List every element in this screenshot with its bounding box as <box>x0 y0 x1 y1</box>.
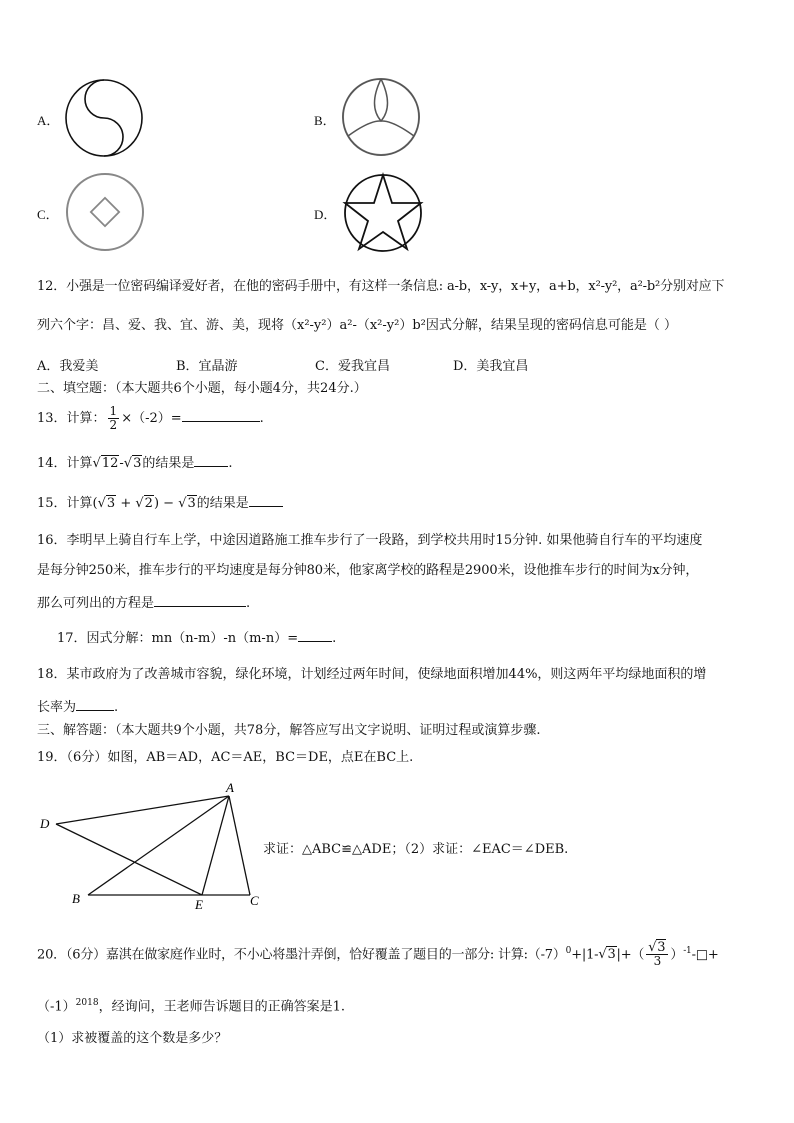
option-b-label: B． <box>314 113 336 128</box>
q13-rest: ×（-2）= <box>121 411 182 426</box>
q20-sub1: （1）求被覆盖的这个数是多少？ <box>37 1031 228 1046</box>
q14-end: . <box>228 456 233 471</box>
q15-radicand-1: 3 <box>106 496 116 511</box>
point-b-label: B <box>72 891 80 906</box>
q20-close-paren: ） <box>670 947 684 963</box>
q16-line1: 16．李明早上骑自行车上学，中途因道路施工推车步行了一段路，到学校共用时15分钟. 如果他骑自行车的平均速度 <box>37 533 703 548</box>
q20-sup-2018: 2018 <box>75 998 99 1008</box>
q15-plus: + <box>116 496 136 511</box>
q17-end: . <box>332 631 337 646</box>
q15-sqrt-2: √2 <box>135 496 153 511</box>
q20-line2-text: （-1） <box>37 999 76 1015</box>
q20-abs-close: |+（ <box>616 947 645 963</box>
q20-sup-0: 0 <box>565 946 572 956</box>
q20-frac-num <box>646 941 668 955</box>
q20-frac-sqrt: √3 <box>648 940 666 956</box>
q12-option-b: B．宜晶游 <box>176 359 238 374</box>
q20-frac-radicand: 3 <box>657 940 666 956</box>
q14-radicand-2: 3 <box>133 456 142 471</box>
q17-text: 17．因式分解：mn（n-m）-n（m-n）= <box>57 631 299 646</box>
q13-prefix: 13．计算： <box>37 411 106 426</box>
q20-radicand-1: 3 <box>607 947 616 963</box>
q12-option-a: A．我爱美 <box>37 359 99 374</box>
q20-line2 <box>37 995 345 1015</box>
q14-suffix: 的结果是 <box>142 456 195 471</box>
q20-line1-text: 20．（6分）嘉淇在做家庭作业时，不小心将墨汁弄倒，恰好覆盖了题目的一部分: 计算:（-7） <box>37 947 566 963</box>
point-c-label: C <box>250 893 259 908</box>
q16-line2: 是每分钟250米，推车步行的平均速度是每分钟80米，他家离学校的路程是2900米，设他推车步行的时间为x分钟， <box>37 563 699 578</box>
q20-sup-neg1: -1 <box>683 946 692 956</box>
q13-frac-den: 2 <box>109 418 118 432</box>
q16-end: . <box>246 596 251 611</box>
q12-line1: 12．小强是一位密码编译爱好者，在他的密码手册中，有这样一条信息: a-b，x-y，x+y，a+b，x²-y²，a²-b²分别对应下 <box>37 279 725 294</box>
q15-sqrt-1: √3 <box>97 496 116 511</box>
q19-line1: 19．（6分）如图，AB＝AD，AC＝AE，BC＝DE，点E在BC上. <box>37 750 414 765</box>
q15-close-paren: ) <box>153 496 160 511</box>
q14-radicand-1: 12 <box>101 456 119 471</box>
q20-tail: -□+ <box>691 947 719 963</box>
q13-frac-num: 1 <box>109 404 118 418</box>
q19-prove-text: 求证：△ABC≌△ADE；（2）求证：∠EAC＝∠DEB. <box>263 842 569 857</box>
q20-line2b: ，经询问，王老师告诉题目的正确答案是1. <box>98 999 345 1015</box>
q20-sqrt-1: √3 <box>598 947 616 963</box>
q14-sqrt-2: √3 <box>123 456 142 471</box>
q12-option-c: C．爱我宜昌 <box>315 359 390 374</box>
section-2-heading: 二、填空题：（本大题共6个小题，每小题4分，共24分.） <box>37 381 367 396</box>
option-d-label: D． <box>314 207 337 222</box>
q18-line1: 18．某市政府为了改善城市容貌，绿化环境，计划经过两年时间，使绿地面积增加44%，则这两年平均绿地面积的增 <box>37 667 707 682</box>
q18-end: . <box>114 700 119 715</box>
q12-line2: 列六个字：昌、爱、我、宜、游、美，现将（x²-y²）a²-（x²-y²）b²因式分解，结果呈现的密码信息可能是（ ） <box>37 318 678 333</box>
q15-open-paren: ( <box>92 496 98 511</box>
q15-radicand-2: 2 <box>144 496 153 511</box>
q15-prefix: 15．计算 <box>37 496 93 511</box>
q15-sqrt-3: √3 <box>178 496 196 511</box>
q20-fraction <box>646 941 668 968</box>
q15-radicand-3: 3 <box>187 496 196 511</box>
q14-sqrt-1: √12 <box>92 456 119 471</box>
option-c-label: C． <box>37 207 59 222</box>
section-3-heading: 三、解答题：（本大题共9个小题，共78分，解答应写出文字说明、证明过程或演算步骤. <box>37 723 541 738</box>
q14-prefix: 14．计算 <box>37 456 93 471</box>
point-a-label: A <box>226 780 234 795</box>
q20-frac-den: 3 <box>653 954 661 969</box>
option-a-label: A． <box>37 113 60 128</box>
point-d-label: D <box>40 816 50 831</box>
q12-option-d: D．美我宜昌 <box>453 359 529 374</box>
q16-line3-text: 那么可列出的方程是 <box>37 596 155 611</box>
q20-line1 <box>37 936 719 970</box>
q18-line2-text: 长率为 <box>37 700 77 715</box>
q15-suffix: 的结果是 <box>196 496 249 511</box>
q13-end: . <box>259 411 264 426</box>
q15-minus: − <box>159 496 179 511</box>
q20-abs-open: +|1- <box>571 947 599 963</box>
point-e-label: E <box>195 897 203 912</box>
q14-minus: - <box>119 456 124 471</box>
